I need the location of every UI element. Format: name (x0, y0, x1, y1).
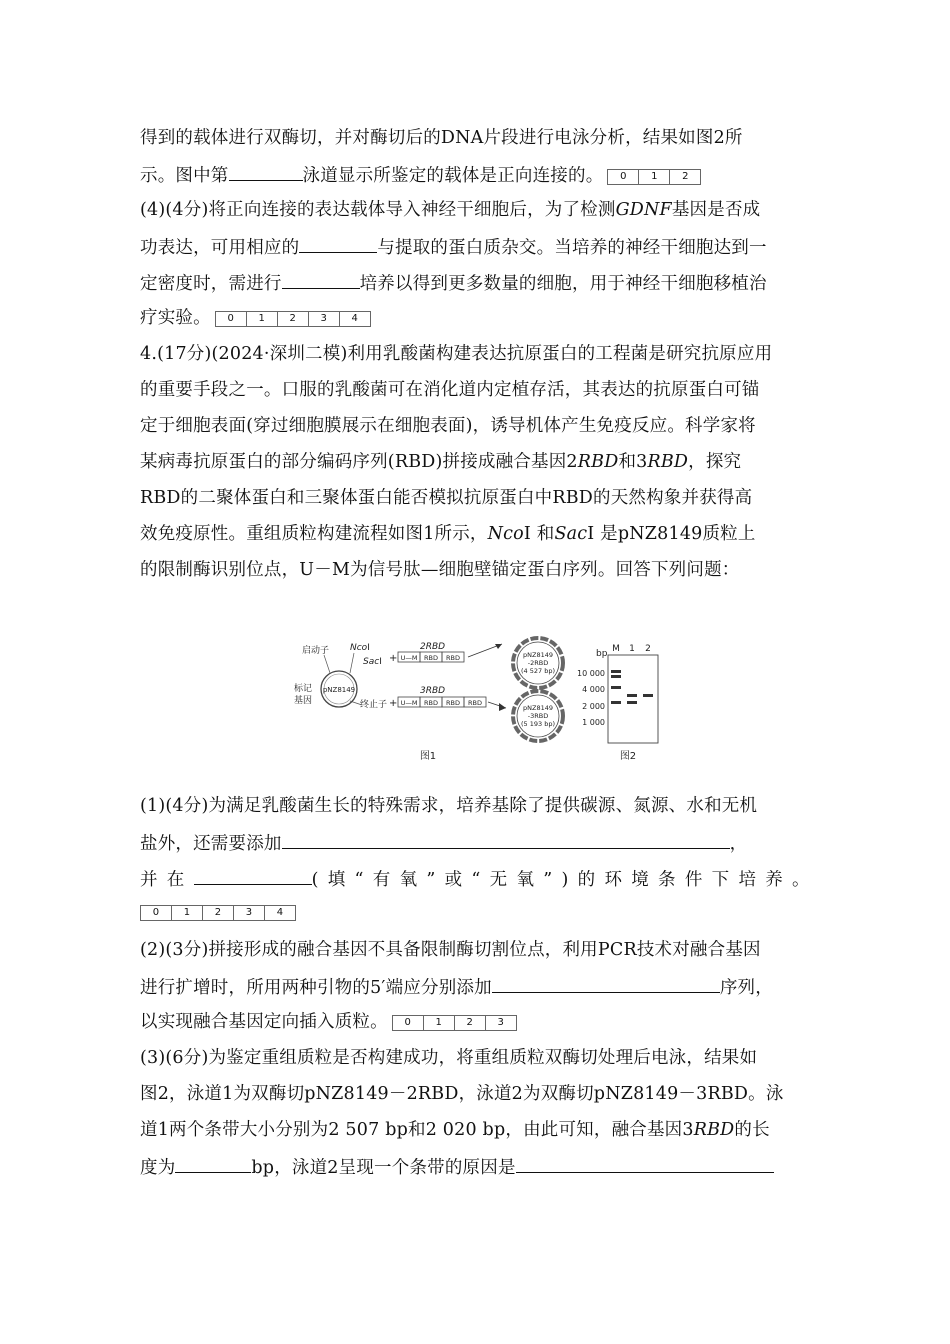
svg-text:-2RBD: -2RBD (527, 659, 549, 667)
text-line: 功表达，可用相应的 与提取的蛋白质杂交。当培养的神经干细胞达到一 (140, 232, 812, 262)
sac-label: Sac (363, 657, 380, 667)
text-line: 图2，泳道1为双酶切pNZ8149－2RBD，泳道2为双酶切pNZ8149－3RBD。泳 (140, 1084, 784, 1104)
svg-text:基因: 基因 (294, 696, 313, 706)
terminator-label: 终止子 (360, 700, 388, 710)
text-line (140, 898, 812, 926)
nco-label: Nco (350, 643, 368, 653)
lane-label-1: 1 (629, 644, 635, 654)
text-line: 示。图中第 泳道显示所鉴定的载体是正向连接的。 0 1 2 (140, 160, 812, 190)
answer-blank[interactable] (229, 160, 303, 181)
svg-text:+: + (389, 653, 398, 664)
score-box[interactable]: 0 1 2 3 (392, 1015, 517, 1031)
score-box[interactable]: 0 1 2 3 4 (140, 905, 296, 921)
band-marker (611, 675, 621, 678)
gene-2rbd-label: 2RBD (420, 642, 446, 652)
figure2-caption: 图2 (619, 751, 637, 762)
ladder-label: 4 000 (582, 685, 605, 694)
svg-text:U—M: U—M (400, 654, 418, 662)
band-lane-1 (627, 701, 637, 704)
text-line: 并在 (填“有氧”或“无氧”)的环境条件下培养。 (140, 864, 812, 894)
svg-text:SacⅠ: SacⅠ (363, 657, 382, 667)
ladder-label: 10 000 (577, 669, 605, 678)
svg-text:RBD: RBD (446, 654, 460, 662)
text-line: RBD的二聚体蛋白和三聚体蛋白能否模拟抗原蛋白中RBD的天然构象并获得高 (140, 488, 753, 508)
svg-text:(5 193 bp): (5 193 bp) (521, 720, 555, 728)
text-line: 进行扩增时，所用两种引物的5′端应分别添加 序列， (140, 972, 812, 1002)
text-line: (1)(4分)为满足乳酸菌生长的特殊需求，培养基除了提供碳源、氮源、水和无机 (140, 796, 758, 816)
question-title: 4.(17分)(2024·深圳二模)利用乳酸菌构建表达抗原蛋白的工程菌是研究抗原应用 (140, 344, 773, 364)
lane-label-2: 2 (645, 644, 651, 654)
text-line: 某病毒抗原蛋白的部分编码序列(RBD)拼接成融合基因2RBD和3RBD，探究 (140, 452, 742, 472)
text-line: 道1两个条带大小分别为2 507 bp和2 020 bp，由此可知，融合基因3RBD的长 (140, 1120, 770, 1140)
gene-3rbd-label: 3RBD (420, 686, 446, 696)
figure1-caption: 图1 (419, 751, 437, 762)
text-line: 盐外，还需要添加 ， (140, 828, 812, 858)
band-marker (611, 686, 621, 689)
ladder-label: 1 000 (582, 718, 605, 727)
svg-text:NcoⅠ: NcoⅠ (350, 643, 370, 653)
recombinant-plasmid-2rbd (513, 638, 563, 688)
svg-text:(4 527 bp): (4 527 bp) (521, 667, 555, 675)
fragment-3rbd (398, 697, 486, 707)
svg-text:RBD: RBD (446, 699, 460, 707)
fragment-2rbd (398, 652, 464, 662)
svg-text:RBD: RBD (424, 699, 438, 707)
svg-text:U—M: U—M (400, 699, 418, 707)
text-line: 得到的载体进行双酶切，并对酶切后的DNA片段进行电泳分析，结果如图2所 (140, 128, 743, 148)
text-line: 度为 bp，泳道2呈现一个条带的原因是 (140, 1152, 812, 1182)
text-line: (3)(6分)为鉴定重组质粒是否构建成功，将重组质粒双酶切处理后电泳，结果如 (140, 1048, 758, 1068)
text-line: 的限制酶识别位点，U－M为信号肽—细胞壁锚定蛋白序列。回答下列问题： (140, 560, 740, 580)
text-line: 疗实验。 0 1 2 3 4 (140, 304, 812, 332)
text-line: (2)(3分)拼接形成的融合基因不具备限制酶切割位点，利用PCR技术对融合基因 (140, 940, 761, 960)
svg-text:pNZ8149: pNZ8149 (523, 704, 553, 712)
text-line: 定密度时，需进行 培养以得到更多数量的细胞，用于神经干细胞移植治 (140, 268, 812, 298)
text-line: 的重要手段之一。口服的乳酸菌可在消化道内定植存活，其表达的抗原蛋白可锚 (140, 380, 760, 400)
svg-text:-3RBD: -3RBD (527, 712, 549, 720)
band-marker (611, 670, 621, 673)
plasmid-label: pNZ8149 (322, 686, 356, 694)
answer-blank[interactable] (516, 1152, 774, 1173)
text-line: 效免疫原性。重组质粒构建流程如图1所示，NcoⅠ 和SacⅠ 是pNZ8149质粒上 (140, 524, 756, 544)
svg-text:+: + (389, 698, 398, 709)
recombinant-plasmid-3rbd (513, 691, 563, 741)
gel-frame (608, 655, 658, 743)
answer-blank[interactable] (282, 828, 730, 849)
answer-blank[interactable] (282, 268, 360, 289)
score-box[interactable]: 0 1 2 3 4 (215, 311, 371, 327)
band-lane-2 (643, 694, 653, 697)
text-line: 定于细胞表面(穿过细胞膜展示在细胞表面)，诱导机体产生免疫反应。科学家将 (140, 416, 756, 436)
answer-blank[interactable] (194, 864, 312, 885)
text-line: 以实现融合基因定向插入质粒。 0 1 2 3 (140, 1008, 812, 1036)
promoter-label: 启动子 (302, 646, 330, 656)
svg-text:RBD: RBD (468, 699, 482, 707)
answer-blank[interactable] (492, 972, 720, 993)
marker-label: 标记 (294, 684, 313, 694)
gel-unit: bp (596, 649, 608, 659)
svg-text:RBD: RBD (424, 654, 438, 662)
gel-electrophoresis (577, 644, 658, 762)
ladder-label: 2 000 (582, 702, 605, 711)
answer-blank[interactable] (299, 232, 377, 253)
lane-label-m: M (612, 644, 620, 654)
figure-plasmid-construction (290, 635, 670, 770)
band-marker (611, 701, 621, 704)
text-line: (4)(4分)将正向连接的表达载体导入神经干细胞后，为了检测GDNF基因是否成 (140, 200, 761, 220)
score-box[interactable]: 0 1 2 (607, 169, 701, 185)
svg-text:pNZ8149: pNZ8149 (523, 651, 553, 659)
answer-blank[interactable] (175, 1152, 251, 1173)
band-lane-1 (627, 694, 637, 697)
